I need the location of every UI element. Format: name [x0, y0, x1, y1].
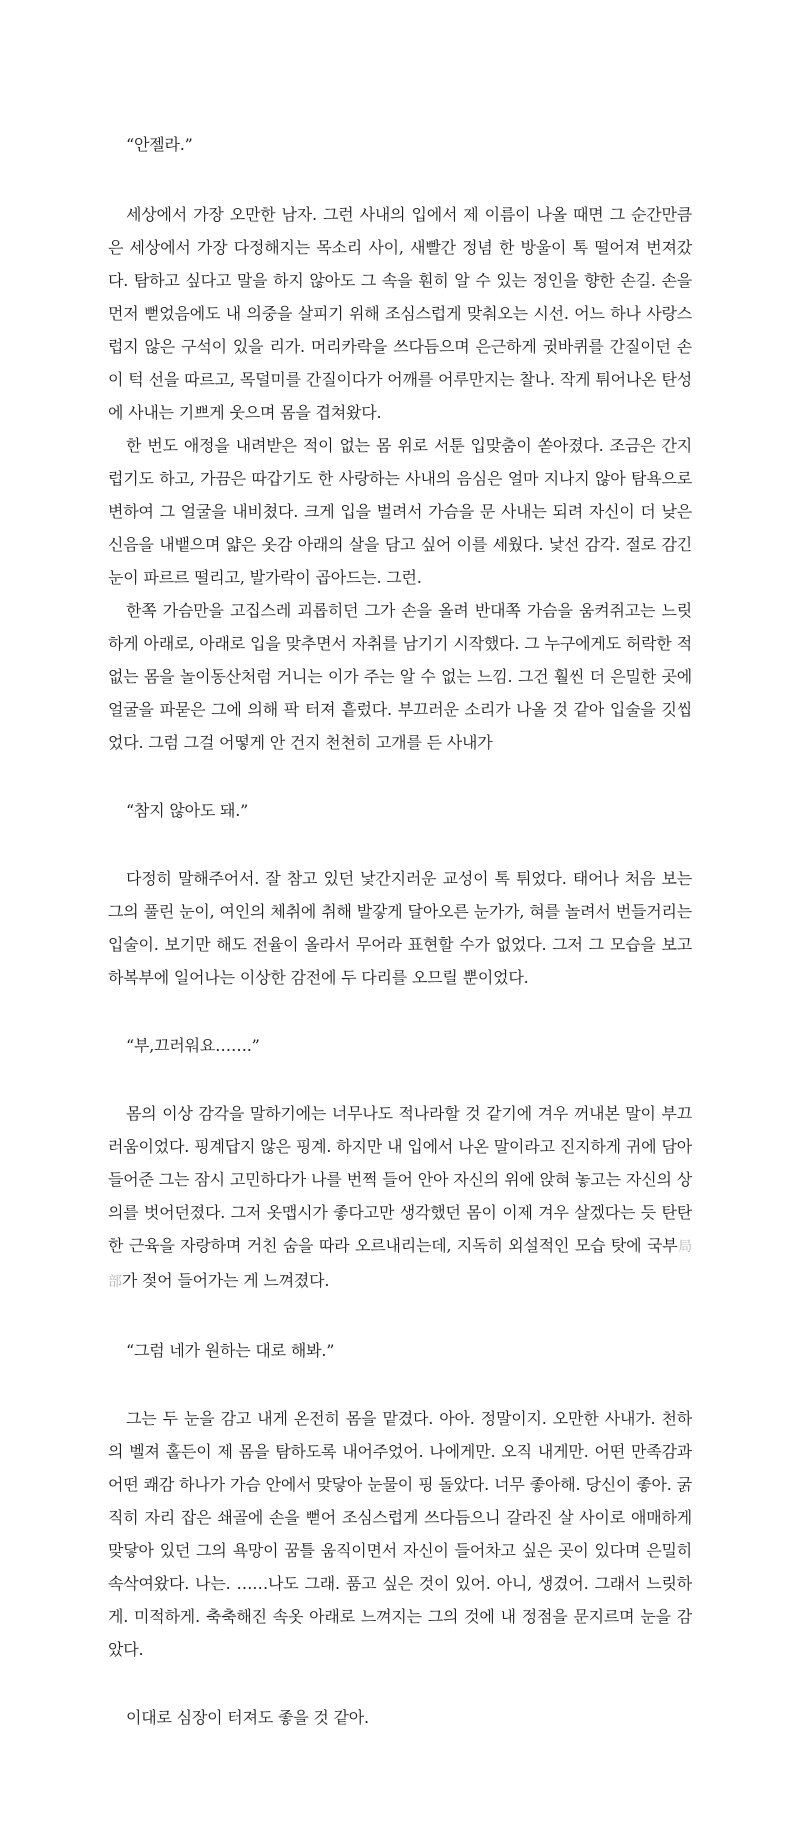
dialogue-line: “부,끄러워요…….” — [126, 1036, 260, 1055]
paragraph: 세상에서 가장 오만한 남자. 그런 사내의 입에서 제 이름이 나올 때면 그 순간만큼은 세상에서 가장 다정해지는 목소리 사이, 새빨간 정념 한 방울이 톡 떨어져 번져갔다. 탐하고 싶다고 말을 하지 않아도 그 속을 훤히 알 수 있는 정인을 향한 손길. 손을 먼저 뻗었음에도 내 의중을 살피기 위해 조심스럽게 맞춰오는 시선. 어느 하나 사랑스럽지 않은 구석이 있을 리가. 머리카락을 쓰다듬으며 은근하게 귓바퀴를 간질이던 손이 턱 선을 따르고, 목덜미를 간질이다가 어깨를 어루만지는 찰나. 작게 튀어나온 탄성에 사내는 기쁘게 웃으며 몸을 겹쳐왔다. — [108, 205, 692, 422]
hanja-annotation: 局部 — [108, 1239, 692, 1290]
paragraph-text: 몸의 이상 감각을 말하기에는 너무나도 적나라할 것 같기에 겨우 꺼내본 말이 부끄러움이었다. 핑계답지 않은 핑계. 하지만 내 입에서 나온 말이라고 진지하게 귀에 담아 들어준 그는 잠시 고민하다가 나를 번쩍 들어 안아 자신의 위에 앉혀 놓고는 자신의 상의를 벗어던졌다. 그저 옷맵시가 좋다고만 생각했던 몸이 이제 겨우 살겠다는 듯 탄탄한 근육을 자랑하며 거친 숨을 따라 오르내리는데, 지독히 외설적인 모습 탓에 국부 — [108, 1104, 692, 1255]
paragraph-gap — [108, 759, 692, 794]
dialogue-line: “그럼 네가 원하는 대로 해봐.” — [126, 1341, 335, 1360]
paragraph-gap — [108, 1299, 692, 1334]
paragraph-gap — [108, 1367, 692, 1402]
paragraph-gap — [108, 994, 692, 1029]
dialogue-line: “안젤라.” — [126, 135, 193, 154]
dialogue-line: “참지 않아도 돼.” — [126, 801, 249, 820]
closing-line: 이대로 심장이 터져도 좋을 것 같아. — [126, 1708, 369, 1727]
novel-page — [108, 128, 692, 1734]
paragraph-gap — [108, 827, 692, 862]
paragraph — [108, 1097, 692, 1299]
paragraph: 한 번도 애정을 내려받은 적이 없는 몸 위로 서툰 입맞춤이 쏟아졌다. 조금은 간지럽기도 하고, 가끔은 따갑기도 한 사랑하는 사내의 음심은 얼마 지나지 않아 탐욕으로 변하여 그 얼굴을 내비쳤다. 크게 입을 벌려서 가슴을 문 사내는 되려 자신이 더 낮은 신음을 내뱉으며 얇은 옷감 아래의 살을 담고 싶어 이를 세웠다. 낯선 감각. 절로 감긴 눈이 파르르 떨리고, 발가락이 곱아드는. 그런. — [108, 436, 692, 587]
paragraph-text: 가 젖어 들어가는 게 느껴졌다. — [121, 1271, 330, 1290]
paragraph-gap — [108, 1666, 692, 1701]
paragraph: 다정히 말해주어서. 잘 참고 있던 낯간지러운 교성이 톡 튀었다. 태어나 처음 보는 그의 풀린 눈이, 여인의 체취에 취해 발갛게 달아오른 눈가가, 혀를 놀려서 번들거리는 입술이. 보기만 해도 전율이 올라서 무어라 표현할 수가 없었다. 그저 그 모습을 보고 하복부에 일어나는 이상한 감전에 두 다리를 오므릴 뿐이었다. — [108, 869, 692, 987]
paragraph: 그는 두 눈을 감고 내게 온전히 몸을 맡겼다. 아아. 정말이지. 오만한 사내가. 천하의 벨져 홀든이 제 몸을 탐하도록 내어주었어. 나에게만. 오직 내게만. 어떤 만족감과 어떤 쾌감 하나가 가슴 안에서 맞닿아 눈물이 핑 돌았다. 너무 좋아해. 당신이 좋아. 굵직히 자리 잡은 쇄골에 손을 뻗어 조심스럽게 쓰다듬으니 갈라진 살 사이로 애매하게 맞닿아 있던 그의 욕망이 꿈틀 움직이면서 자신이 들어차고 싶은 곳이 있다며 은밀히 속삭여왔다. 나는. ……나도 그래. 품고 싶은 것이 있어. 아니, 생겼어. 그래서 느릿하게. 미적하게. 축축해진 속옷 아래로 느껴지는 그의 것에 내 정점을 문지르며 눈을 감았다. — [108, 1409, 692, 1659]
paragraph-gap — [108, 1062, 692, 1097]
paragraph-gap — [108, 161, 692, 198]
paragraph: 한쪽 가슴만을 고집스레 괴롭히던 그가 손을 올려 반대쪽 가슴을 움켜쥐고는 느릿하게 아래로, 아래로 입을 맞추면서 자취를 남기기 시작했다. 그 누구에게도 허락한 적 없는 몸을 놀이동산처럼 거니는 이가 주는 알 수 없는 느낌. 그건 훨씬 더 은밀한 곳에 얼굴을 파묻은 그에 의해 팍 터져 흩렀다. 부끄러운 소리가 나올 것 같아 입술을 깃씹었다. 그럼 그걸 어떻게 안 건지 천천히 고개를 든 사내가 — [108, 601, 692, 752]
